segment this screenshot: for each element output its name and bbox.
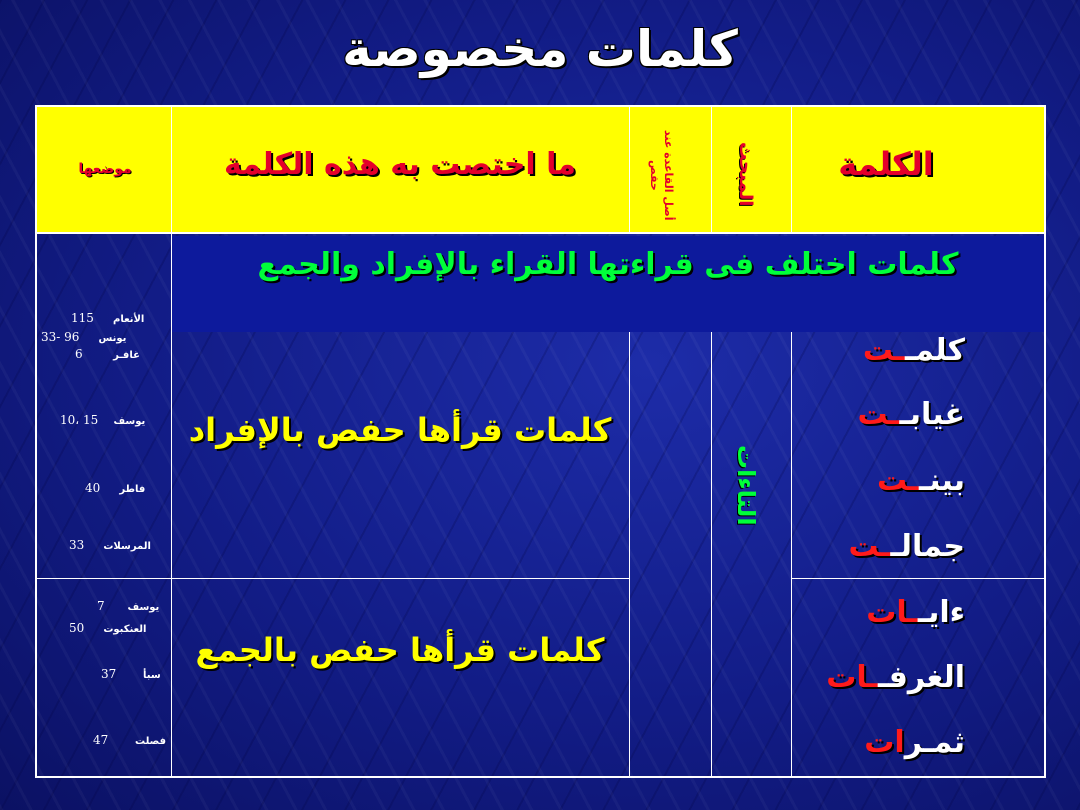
header-rule-origin: أصل القاعدة عند حفص: [648, 129, 675, 221]
header-word: الكلمة: [838, 145, 934, 183]
group2-description: كلمات قرأها حفص بالجمع: [195, 631, 605, 669]
group1-description: كلمات قرأها حفص بالإفراد: [188, 411, 612, 449]
location-9: 37 سبأ: [101, 667, 161, 681]
word-1-3: بينــت: [876, 463, 965, 498]
words-table: [35, 105, 1046, 778]
location-1: 115 الأنعام: [71, 311, 145, 325]
location-5: 40 فاطر: [85, 481, 146, 495]
location-2: 33- 96 يونس: [41, 330, 127, 344]
header-location: موضعها: [78, 161, 132, 177]
topic-value: التاءات: [732, 444, 760, 526]
location-8: 50 العنكبوت: [69, 621, 147, 635]
word-1-1: كلمــت: [862, 333, 965, 368]
location-4: 10، 15 يوسف: [60, 413, 146, 427]
word-2-2: الغرفــات: [826, 660, 965, 695]
section-banner: كلمات اختلف فى قراءتها القراء بالإفراد والجمع: [172, 236, 1044, 332]
location-3: 6 غافـر: [75, 347, 140, 361]
word-1-4: جمالــت: [848, 529, 965, 564]
header-topic: المبحث: [735, 141, 756, 207]
location-6: 33 المرسلات: [69, 538, 151, 552]
location-7: 7 يوسف: [97, 599, 160, 613]
word-2-3: ثمـرات: [864, 725, 965, 760]
slide-title: كلمات مخصوصة: [342, 20, 738, 78]
word-1-2: غيابــت: [857, 397, 965, 432]
location-10: 47 فصلت: [93, 733, 167, 747]
header-specific: ما اختصت به هذه الكلمة: [224, 147, 576, 182]
word-2-1: ءايــات: [866, 595, 965, 630]
